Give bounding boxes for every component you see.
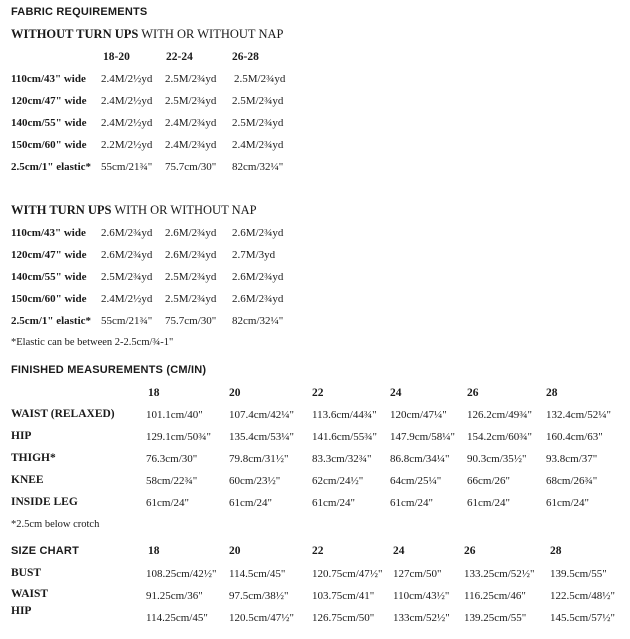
with-row-label: 110cm/43" wide — [11, 227, 86, 239]
fabric-size-18-20: 18-20 — [103, 51, 130, 63]
size-chart-cell: 114.5cm/45" — [229, 568, 286, 580]
size-chart-size: 28 — [550, 545, 562, 557]
without-heading-bold: WITHOUT TURN UPS — [11, 27, 139, 41]
finished-cell: 61cm/24" — [546, 497, 589, 509]
size-chart-row-label: BUST — [11, 567, 42, 579]
finished-cell: 58cm/22¾" — [146, 475, 198, 487]
size-chart-cell: 91.25cm/36" — [146, 590, 203, 602]
without-cell: 2.5M/2¾yd — [165, 73, 217, 85]
size-chart-cell: 114.25cm/45" — [146, 612, 208, 624]
without-cell: 2.5M/2¾yd — [232, 95, 284, 107]
finished-cell: 160.4cm/63" — [546, 431, 603, 443]
finished-size: 18 — [148, 387, 160, 399]
finished-cell: 76.3cm/30" — [146, 453, 198, 465]
without-cell: 2.2M/2½yd — [101, 139, 153, 151]
finished-cell: 61cm/24" — [312, 497, 355, 509]
crotch-note: *2.5cm below crotch — [11, 519, 100, 530]
size-chart-size: 18 — [148, 545, 160, 557]
finished-cell: 61cm/24" — [390, 497, 433, 509]
without-row-label: 140cm/55" wide — [11, 117, 87, 129]
size-chart-cell: 97.5cm/38½" — [229, 590, 289, 602]
size-chart-row-label: HIP — [11, 605, 32, 617]
finished-size: 22 — [312, 387, 324, 399]
without-cell: 75.7cm/30" — [165, 161, 217, 173]
with-cell: 2.6M/2¾yd — [165, 227, 217, 239]
finished-row-label: WAIST (RELAXED) — [11, 408, 115, 420]
size-chart-cell: 108.25cm/42½" — [146, 568, 217, 580]
finished-cell: 129.1cm/50¾" — [146, 431, 211, 443]
size-chart-size: 22 — [312, 545, 324, 557]
without-cell: 2.5M/2¾yd — [165, 95, 217, 107]
fabric-requirements-title: FABRIC REQUIREMENTS — [11, 6, 148, 18]
with-cell: 75.7cm/30" — [165, 315, 217, 327]
size-chart-cell: 110cm/43½" — [393, 590, 450, 602]
finished-cell: 154.2cm/60¾" — [467, 431, 532, 443]
finished-cell: 135.4cm/53¼" — [229, 431, 294, 443]
with-cell: 55cm/21¾" — [101, 315, 153, 327]
finished-cell: 86.8cm/34¼" — [390, 453, 450, 465]
finished-cell: 126.2cm/49¾" — [467, 409, 532, 421]
with-cell: 82cm/32¼" — [232, 315, 284, 327]
with-heading-bold: WITH TURN UPS — [11, 203, 112, 217]
without-cell: 2.4M/2¾yd — [232, 139, 284, 151]
finished-cell: 61cm/24" — [467, 497, 510, 509]
fabric-size-22-24: 22-24 — [166, 51, 193, 63]
elastic-note: *Elastic can be between 2-2.5cm/¾-1" — [11, 337, 174, 348]
size-chart-cell: 126.75cm/50" — [312, 612, 375, 624]
finished-cell: 61cm/24" — [229, 497, 272, 509]
finished-cell: 120cm/47¼" — [390, 409, 447, 421]
with-cell: 2.6M/2¾yd — [101, 249, 153, 261]
size-chart-cell: 120.5cm/47½" — [229, 612, 294, 624]
finished-cell: 68cm/26¾" — [546, 475, 598, 487]
with-heading-rest: WITH OR WITHOUT NAP — [111, 203, 257, 217]
size-chart-cell: 127cm/50" — [393, 568, 442, 580]
finished-size: 24 — [390, 387, 402, 399]
finished-cell: 90.3cm/35½" — [467, 453, 527, 465]
finished-row-label: KNEE — [11, 474, 44, 486]
size-chart-size: 20 — [229, 545, 241, 557]
without-row-label: 110cm/43" wide — [11, 73, 86, 85]
finished-size: 20 — [229, 387, 241, 399]
with-cell: 2.6M/2¾yd — [165, 249, 217, 261]
size-chart-cell: 139.25cm/55" — [464, 612, 527, 624]
with-cell: 2.7M/3yd — [232, 249, 276, 261]
finished-size: 26 — [467, 387, 479, 399]
finished-cell: 60cm/23½" — [229, 475, 281, 487]
with-cell: 2.6M/2¾yd — [101, 227, 153, 239]
finished-cell: 62cm/24½" — [312, 475, 364, 487]
finished-cell: 132.4cm/52¼" — [546, 409, 611, 421]
with-row-label: 120cm/47" wide — [11, 249, 87, 261]
with-row-label: 140cm/55" wide — [11, 271, 87, 283]
size-chart-size: 24 — [393, 545, 405, 557]
size-chart-cell: 139.5cm/55" — [550, 568, 607, 580]
finished-cell: 93.8cm/37" — [546, 453, 598, 465]
with-cell: 2.5M/2¾yd — [165, 271, 217, 283]
with-cell: 2.5M/2¾yd — [101, 271, 153, 283]
finished-row-label: INSIDE LEG — [11, 496, 78, 508]
size-chart-title: SIZE CHART — [11, 545, 79, 557]
finished-cell: 113.6cm/44¾" — [312, 409, 377, 421]
size-chart-cell: 145.5cm/57½" — [550, 612, 615, 624]
without-row-label: 2.5cm/1" elastic* — [11, 161, 92, 173]
size-chart-size: 26 — [464, 545, 476, 557]
with-cell: 2.4M/2½yd — [101, 293, 153, 305]
with-cell: 2.6M/2¾yd — [232, 293, 284, 305]
with-cell: 2.6M/2¾yd — [232, 271, 284, 283]
finished-cell: 107.4cm/42¼" — [229, 409, 294, 421]
with-cell: 2.6M/2¾yd — [232, 227, 284, 239]
size-chart-row-label: WAIST — [11, 588, 49, 600]
size-chart-cell: 116.25cm/46" — [464, 590, 526, 602]
without-cell: 2.4M/2½yd — [101, 95, 153, 107]
finished-size: 28 — [546, 387, 558, 399]
finished-cell: 141.6cm/55¾" — [312, 431, 377, 443]
size-chart-cell: 133.25cm/52½" — [464, 568, 535, 580]
size-chart-cell: 103.75cm/41" — [312, 590, 375, 602]
fabric-size-26-28: 26-28 — [232, 51, 259, 63]
finished-cell: 61cm/24" — [146, 497, 189, 509]
with-row-label: 150cm/60" wide — [11, 293, 87, 305]
with-turn-ups-heading — [11, 203, 257, 218]
without-cell: 2.4M/2¾yd — [165, 117, 217, 129]
finished-cell: 64cm/25¼" — [390, 475, 442, 487]
without-cell: 55cm/21¾" — [101, 161, 153, 173]
without-row-label: 150cm/60" wide — [11, 139, 87, 151]
without-cell: 2.5M/2¾yd — [234, 73, 286, 85]
with-cell: 2.5M/2¾yd — [165, 293, 217, 305]
size-chart-cell: 120.75cm/47½" — [312, 568, 383, 580]
size-chart-cell: 133cm/52½" — [393, 612, 450, 624]
finished-cell: 79.8cm/31½" — [229, 453, 289, 465]
without-turn-ups-heading — [11, 27, 283, 42]
without-cell: 2.5M/2¾yd — [232, 117, 284, 129]
without-cell: 2.4M/2¾yd — [165, 139, 217, 151]
without-cell: 82cm/32¼" — [232, 161, 284, 173]
finished-row-label: HIP — [11, 430, 32, 442]
without-cell: 2.4M/2½yd — [101, 73, 153, 85]
finished-cell: 66cm/26" — [467, 475, 510, 487]
with-row-label: 2.5cm/1" elastic* — [11, 315, 92, 327]
finished-measurements-title: FINISHED MEASUREMENTS (CM/IN) — [11, 364, 207, 376]
without-cell: 2.4M/2½yd — [101, 117, 153, 129]
size-chart-cell: 122.5cm/48½" — [550, 590, 615, 602]
finished-cell: 147.9cm/58¼" — [390, 431, 455, 443]
finished-cell: 101.1cm/40" — [146, 409, 203, 421]
finished-cell: 83.3cm/32¾" — [312, 453, 372, 465]
without-row-label: 120cm/47" wide — [11, 95, 87, 107]
finished-row-label: THIGH* — [11, 452, 56, 464]
without-heading-rest: WITH OR WITHOUT NAP — [138, 27, 284, 41]
